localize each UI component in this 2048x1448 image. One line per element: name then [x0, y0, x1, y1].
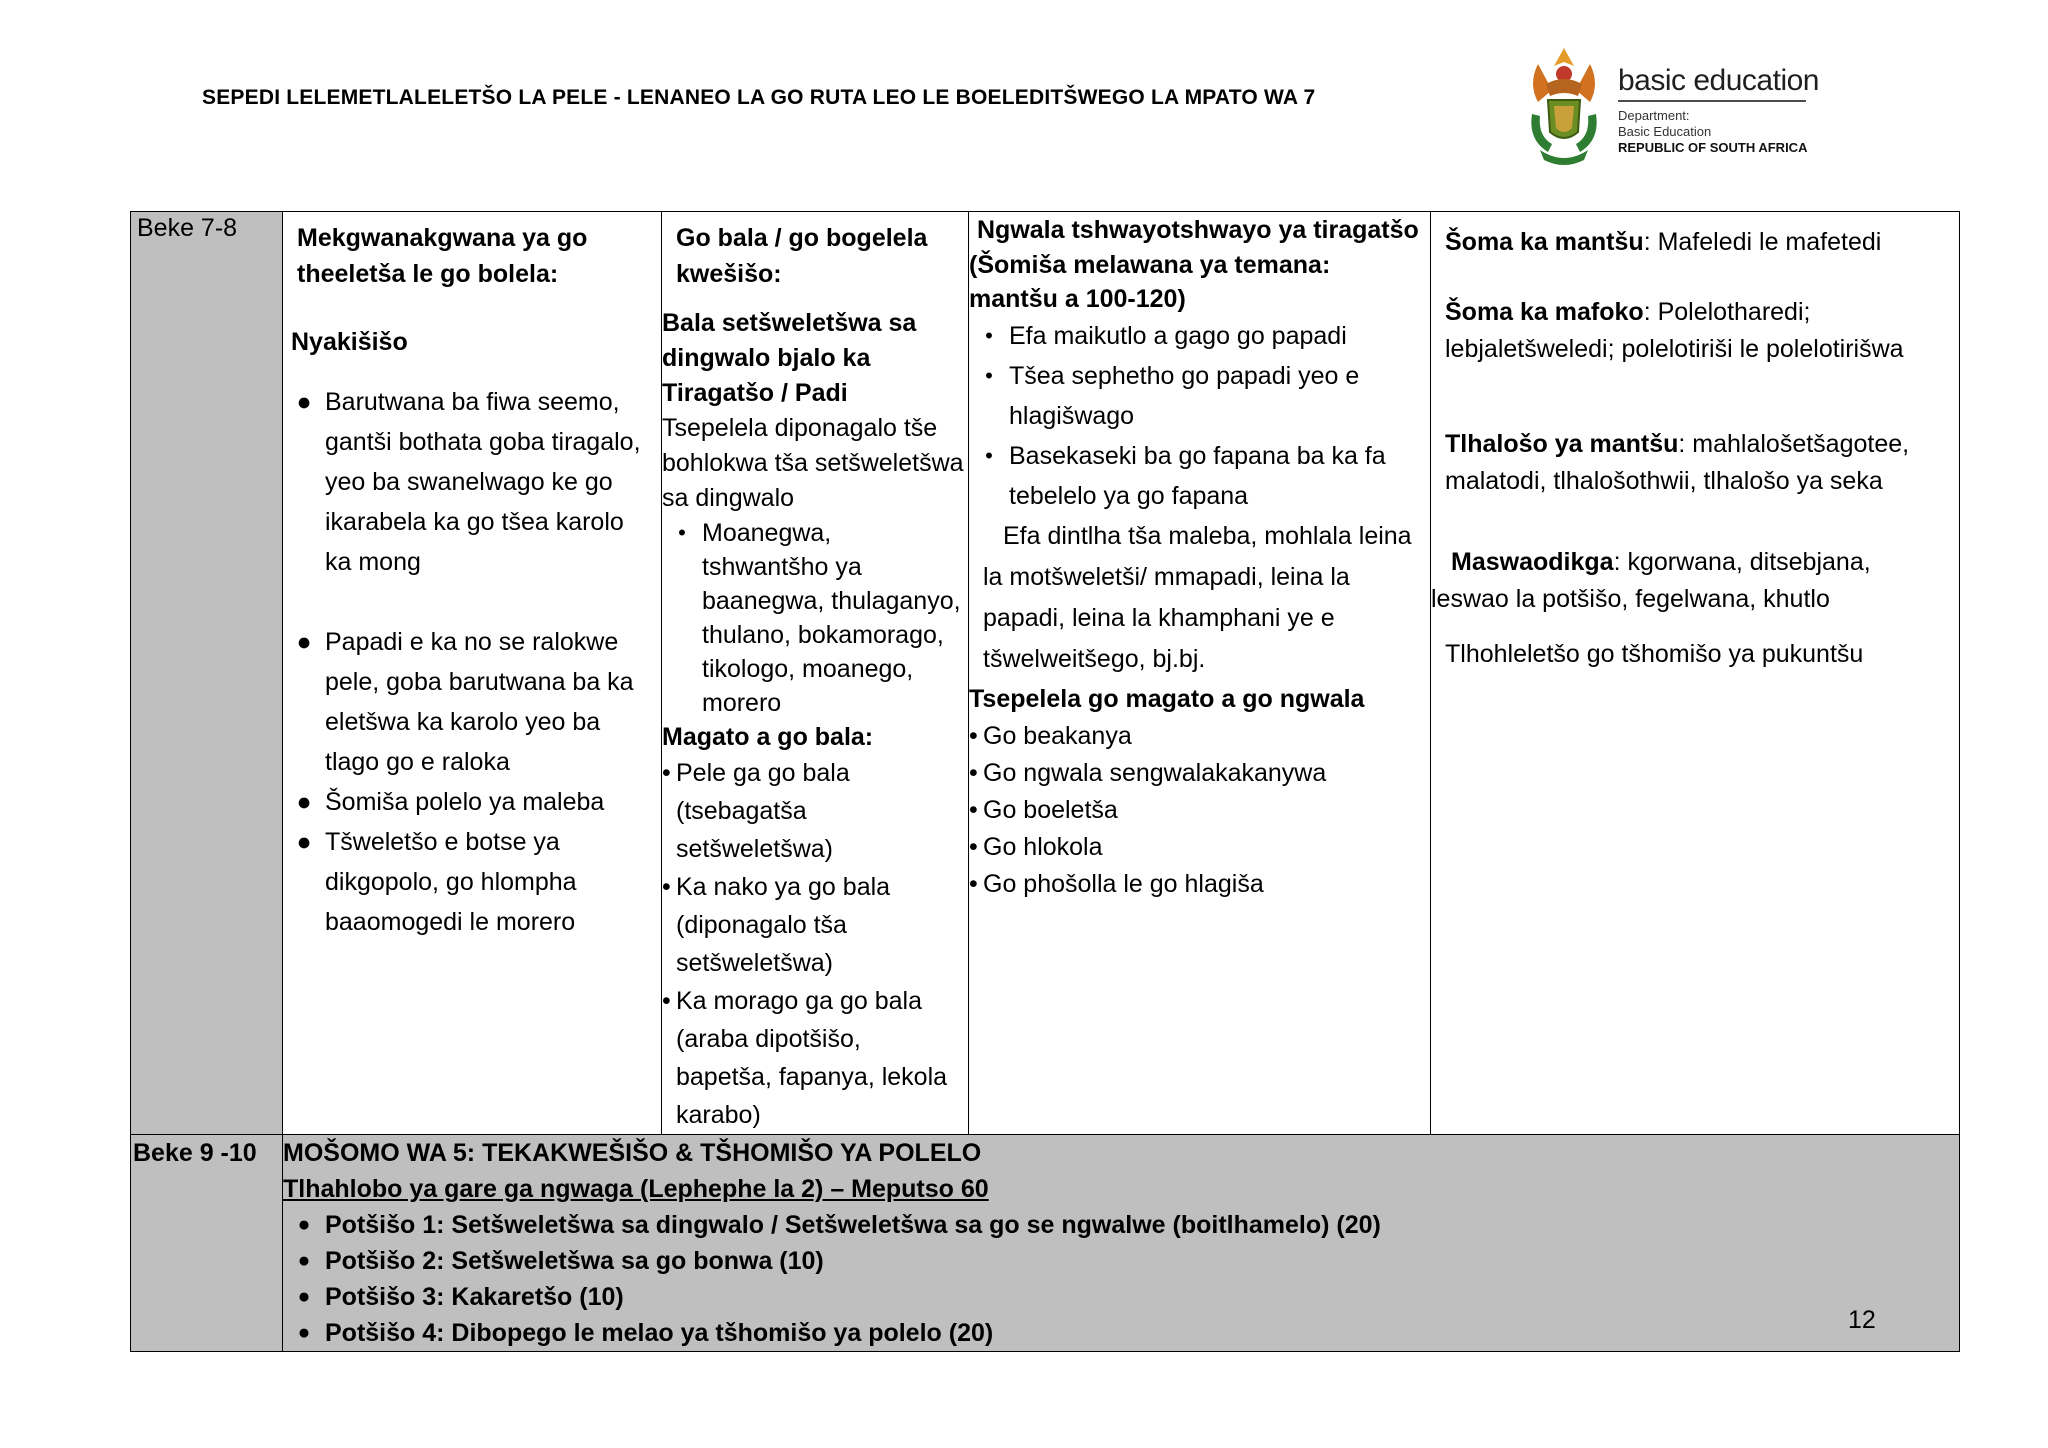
logo-line-country: REPUBLIC OF SOUTH AFRICA	[1618, 140, 1808, 155]
list-item: • Moanegwa, tshwantšho ya baanegwa, thulaganyo, thulano, bokamorago, tikologo, moanego, morero	[662, 516, 968, 720]
word-work-item: Šoma ka mantšu: Mafeledi le mafetedi	[1445, 228, 1882, 256]
bullet-icon: ●	[297, 1285, 311, 1308]
dot-icon: •	[969, 722, 978, 750]
sentence-work-item: Šoma ka mafoko: Polelotharedi; lebjaletšweledi; polelotiriši le polelotirišwa	[1445, 298, 1904, 363]
table-row-weeks-9-10	[131, 1135, 1960, 1352]
list-item: • Efa maikutlo a gago go papadi	[969, 316, 1430, 356]
reading-stages-heading: Magato a go bala:	[662, 723, 874, 751]
dot-icon: •	[662, 759, 671, 787]
coat-of-arms-icon	[1518, 44, 1610, 170]
list-item: • Basekaseki ba go fapana ba ka fa tebelelo ya go fapana	[969, 436, 1430, 516]
dot-icon: •	[985, 323, 993, 348]
assessment-task-cell	[283, 1135, 1960, 1352]
dot-icon: •	[985, 363, 993, 388]
list-item: ● Potšišo 1: Setšweletšwa sa dingwalo / Setšweletšwa sa go se ngwalwe (boitlhamelo) (20)	[283, 1207, 1959, 1243]
col2-text: Tsepelela diponagalo tše bohlokwa tša setšweletšwa sa dingwalo	[662, 414, 964, 512]
logo-line-basic-education: Basic Education	[1618, 124, 1712, 139]
vocabulary-item: Tlhalošo ya mantšu: mahlalošetšagotee, malatodi, tlhalošothwii, tlhalošo ya seka	[1445, 430, 1910, 495]
dot-icon: •	[662, 873, 671, 901]
week-cell-7-8	[131, 212, 283, 1135]
bullet-icon: ●	[297, 1213, 311, 1236]
list-item: • Go phošolla le go hlagiša	[969, 866, 1430, 903]
writing-process-heading: Tsepelela go magato a go ngwala	[969, 685, 1365, 713]
list-item: ● Barutwana ba fiwa seemo, gantši bothata goba tiragalo, yeo ba swanelwago ke go ikarabela ka go tšea karolo ka mong	[283, 382, 661, 582]
week-label: Beke 9 -10	[133, 1139, 257, 1167]
language-structures-cell	[1431, 212, 1960, 1135]
bullet-icon: ●	[297, 1321, 311, 1344]
dot-icon: •	[985, 443, 993, 468]
bullet-icon: ●	[296, 388, 312, 416]
logo-text	[1618, 64, 1819, 156]
col1-heading: Mekgwanakgwana ya go theeletša le go bolela:	[297, 224, 588, 288]
page-number: 12	[1848, 1306, 1876, 1334]
listening-speaking-cell	[283, 212, 662, 1135]
dot-icon: •	[662, 987, 671, 1015]
list-item: • Pele ga go bala (tsebagatša setšweletšwa)	[662, 754, 962, 868]
dot-icon: •	[969, 870, 978, 898]
list-item: • Ka morago ga go bala (araba dipotšišo, bapetša, fapanya, lekola karabo)	[662, 982, 962, 1134]
col2-subheading: Bala setšweletšwa sa dingwalo bjalo ka Tiragatšo / Padi	[662, 309, 917, 407]
logo-divider	[1618, 100, 1806, 102]
bullet-icon: ●	[296, 788, 312, 816]
teaching-plan-table	[130, 211, 1960, 1352]
logo-name: basic education	[1618, 64, 1819, 97]
col3-subheading: (Šomiša melawana ya temana: mantšu a 100-120)	[969, 251, 1331, 313]
week-label: Beke 7-8	[137, 214, 238, 242]
punctuation-item: Maswaodikga: kgorwana, ditsebjana, leswao la potšišo, fegelwana, khutlo	[1431, 548, 1871, 613]
list-item: ● Šomiša polelo ya maleba	[283, 782, 661, 822]
bullet-icon: ●	[296, 628, 312, 656]
list-item: ● Tšweletšo e botse ya dikgopolo, go hlompha baaomogedi le morero	[283, 822, 661, 942]
table-row-weeks-7-8	[131, 212, 1960, 1135]
list-item: ● Potšišo 2: Setšweletšwa sa go bonwa (10)	[283, 1243, 1959, 1279]
list-item: • Ka nako ya go bala (diponagalo tša setšweletšwa)	[662, 868, 962, 982]
list-item: • Tšea sephetho go papadi yeo e hlagišwago	[969, 356, 1430, 436]
col1-subheading: Nyakišišo	[291, 328, 408, 356]
list-item: • Go beakanya	[969, 718, 1430, 755]
week-cell-9-10	[131, 1135, 283, 1352]
dot-icon: •	[969, 759, 978, 787]
list-item: • Go hlokola	[969, 829, 1430, 866]
writing-cell	[969, 212, 1431, 1135]
bullet-icon: ●	[296, 828, 312, 856]
dot-icon: •	[969, 796, 978, 824]
col3-heading: Ngwala tshwayotshwayo ya tiragatšo	[977, 216, 1419, 244]
department-logo	[1518, 44, 1938, 170]
task-subtitle: Tlhahlobo ya gare ga ngwaga (Lephephe la 2) – Meputso 60	[283, 1175, 989, 1203]
col2-heading: Go bala / go bogelela kwešišo:	[676, 224, 928, 288]
dictionary-item: Tlhohleletšo go tšhomišo ya pukuntšu	[1445, 640, 1864, 668]
task-title: MOŠOMO WA 5: TEKAKWEŠIŠO & TŠHOMIŠO YA POLELO	[283, 1139, 982, 1167]
col3-paragraph: Efa dintlha tša maleba, mohlala leina la motšweletši/ mmapadi, leina la papadi, leina la khamphani ye e tšwelweitšego, bj.bj.	[983, 522, 1412, 673]
list-item: • Go ngwala sengwalakakanywa	[969, 755, 1430, 792]
logo-line-department: Department:	[1618, 108, 1690, 123]
document-title: SEPEDI LELEMETLALELETŠO LA PELE - LENANEO LA GO RUTA LEO LE BOELEDITŠWEGO LA MPATO WA 7	[202, 86, 1316, 109]
dot-icon: •	[969, 833, 978, 861]
list-item: ● Papadi e ka no se ralokwe pele, goba barutwana ba ka eletšwa ka karolo yeo ba tlago go e raloka	[283, 622, 661, 782]
reading-viewing-cell	[662, 212, 969, 1135]
list-item: ● Potšišo 4: Dibopego le melao ya tšhomišo ya polelo (20)	[283, 1315, 1959, 1351]
bullet-icon: ●	[297, 1249, 311, 1272]
list-item: • Go boeletša	[969, 792, 1430, 829]
list-item: ● Potšišo 3: Kakaretšo (10)	[283, 1279, 1959, 1315]
dot-icon: •	[678, 520, 686, 545]
